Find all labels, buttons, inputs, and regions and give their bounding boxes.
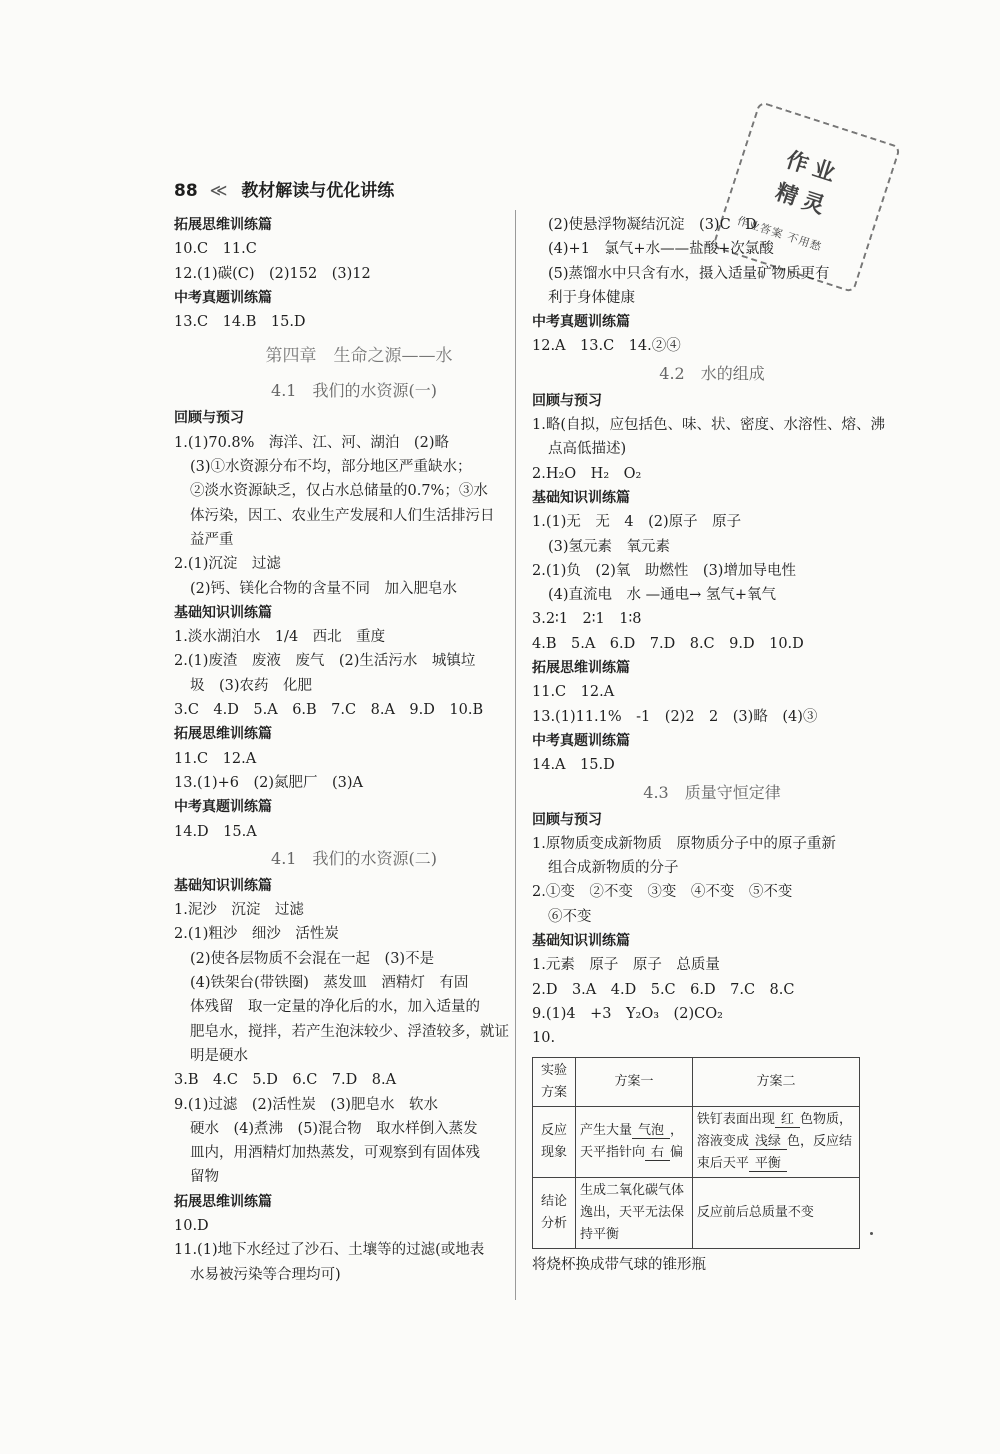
answer-line: 13.(1)11.1% -1 (2)2 2 (3)略 (4)③ <box>532 708 818 725</box>
answer-line: 11.(1)地下水经过了沙石、土壤等的过滤(或地表 <box>174 1242 485 1259</box>
cell-text: 铁钉表面出现 <box>696 1111 775 1127</box>
cell-text: 色，反应结束后天平 <box>696 1133 852 1171</box>
page-number: 88 <box>174 181 198 201</box>
left-column <box>174 213 509 1287</box>
answer-line: 12.(1)碳(C) (2)152 (3)12 <box>174 265 371 282</box>
answer-line: 体污染，因工、农业生产发展和人们生活排污日 <box>190 507 495 524</box>
answer-line: 2.D 3.A 4.D 5.C 6.D 7.C 8.C <box>532 981 795 998</box>
answer-line: 1.泥沙 沉淀 过滤 <box>174 902 304 919</box>
answer-line: 水易被污染等合理均可) <box>190 1266 341 1283</box>
section-title: 中考真题训练篇 <box>532 314 630 331</box>
section-title: 基础知识训练篇 <box>532 933 630 950</box>
table-header-cell: 实验方案 <box>533 1057 576 1106</box>
filled-blank: 平衡 <box>749 1156 787 1172</box>
section-title: 拓展思维训练篇 <box>174 1193 272 1210</box>
table-cell: 生成二氧化碳气体逸出，天平无法保持平衡 <box>576 1177 693 1248</box>
section-title: 回顾与预习 <box>174 410 244 427</box>
answer-line: 11.C 12.A <box>532 684 615 701</box>
answer-line: (2)钙、镁化合物的含量不同 加入肥皂水 <box>190 580 458 597</box>
section-title: 拓展思维训练篇 <box>174 726 272 743</box>
answer-line: (2)使悬浮物凝结沉淀 (3)C D <box>548 217 757 233</box>
cell-text: 偏 <box>670 1144 684 1160</box>
answer-line: 体残留 取一定量的净化后的水，加入适量的 <box>190 999 480 1016</box>
book-title: 教材解读与优化讲练 <box>241 181 395 201</box>
answer-line: (4)直流电 水 —通电→ 氢气+氧气 <box>548 587 777 604</box>
answer-line: 14.A 15.D <box>532 757 615 774</box>
answer-line: 圾 (3)农药 化肥 <box>190 677 313 694</box>
filled-blank: 气泡 <box>632 1123 670 1139</box>
section-title: 基础知识训练篇 <box>532 489 630 506</box>
answer-line: (3)①水资源分布不均，部分地区严重缺水； <box>190 459 472 476</box>
table-row-header: 反应现象 <box>533 1106 576 1177</box>
answer-line: 2.(1)沉淀 过滤 <box>174 556 281 573</box>
cell-text: 色物质，溶液变成 <box>696 1111 852 1149</box>
cell-text: 产生大量 <box>580 1122 633 1138</box>
cell-text: ，天平指针向 <box>580 1122 684 1160</box>
answer-line: 2.(1)负 (2)氧 助燃性 (3)增加导电性 <box>532 562 796 579</box>
answer-line: 3.B 4.C 5.D 6.C 7.D 8.A <box>174 1072 397 1089</box>
page-header <box>174 176 394 201</box>
chapter-title: 第四章 生命之源——水 <box>265 346 453 367</box>
table-row <box>533 1177 860 1248</box>
table-header-cell: 方案二 <box>692 1057 859 1106</box>
answer-line: 将烧杯换成带气球的锥形瓶 <box>532 1256 706 1273</box>
answer-line: 2.(1)粗沙 细沙 活性炭 <box>174 926 339 943</box>
section-title: 中考真题训练篇 <box>174 799 272 816</box>
answer-line: 2.(1)废渣 废液 废气 (2)生活污水 城镇垃 <box>174 653 476 670</box>
table-cell: 反应前后总质量不变 <box>692 1177 859 1248</box>
answer-line: 14.D 15.A <box>174 823 257 840</box>
answer-line: 10.C 11.C <box>174 241 257 258</box>
answer-line: 10. <box>532 1030 556 1047</box>
answer-line: 1.淡水湖泊水 1/4 西北 重度 <box>174 629 386 646</box>
answer-line: 9.(1)过滤 (2)活性炭 (3)肥皂水 软水 <box>174 1096 438 1113</box>
answer-line: 2.①变 ②不变 ③变 ④不变 ⑤不变 <box>532 884 793 901</box>
answer-line: 9.(1)4 +3 Y₂O₃ (2)CO₂ <box>532 1005 723 1022</box>
section-title: 中考真题训练篇 <box>174 289 272 306</box>
answer-line: 益严重 <box>190 531 234 548</box>
filled-blank: 浅绿 <box>749 1134 787 1150</box>
answer-line: 皿内，用酒精灯加热蒸发，可观察到有固体残 <box>190 1145 480 1162</box>
lesson-heading: 4.2 水的组成 <box>659 363 765 383</box>
table-cell <box>692 1106 859 1177</box>
section-title: 拓展思维训练篇 <box>532 660 630 677</box>
stamp-line-2: 精灵 <box>772 179 834 222</box>
answer-line: (4)铁架台(带铁圈) 蒸发皿 酒精灯 有固 <box>190 975 469 992</box>
answer-line: 3.C 4.D 5.A 6.B 7.C 8.A 9.D 10.B <box>174 702 484 719</box>
filled-blank: 右 <box>645 1145 670 1161</box>
table-cell <box>576 1106 693 1177</box>
answer-line: 3.2∶1 2∶1 1∶8 <box>532 611 642 628</box>
answer-line: 2.H₂O H₂ O₂ <box>532 465 642 482</box>
answer-line: 组合成新物质的分子 <box>548 860 679 877</box>
answer-line: 点高低描述) <box>548 441 627 458</box>
answer-line: 13.(1)+6 (2)氮肥厂 (3)A <box>174 774 364 791</box>
double-arrow-icon: ≪ <box>209 181 228 201</box>
lesson-heading: 4.1 我们的水资源(一) <box>271 381 437 401</box>
answer-line: 4.B 5.A 6.D 7.D 8.C 9.D 10.D <box>532 635 804 652</box>
table-row-header: 结论分析 <box>533 1177 576 1248</box>
answer-line: 1.(1)70.8% 海洋、江、河、湖泊 (2)略 <box>174 434 449 451</box>
right-column <box>532 213 885 1277</box>
section-title: 回顾与预习 <box>532 392 602 409</box>
lesson-heading: 4.3 质量守恒定律 <box>643 782 781 802</box>
lesson-heading: 4.1 我们的水资源(二) <box>271 848 437 868</box>
answer-line: 10.D <box>174 1217 209 1234</box>
table-header-cell: 方案一 <box>576 1057 693 1106</box>
answer-line: 明是硬水 <box>190 1047 248 1064</box>
answer-line: 13.C 14.B 15.D <box>174 314 306 331</box>
section-title: 中考真题训练篇 <box>532 732 630 749</box>
section-title: 回顾与预习 <box>532 811 602 828</box>
answer-line: 12.A 13.C 14.②④ <box>532 338 681 355</box>
ink-dot <box>870 1232 873 1235</box>
answer-line: 1.略(自拟，应包括色、味、状、密度、水溶性、熔、沸 <box>532 417 885 434</box>
answer-line: (2)使各层物质不会混在一起 (3)不是 <box>190 950 435 967</box>
answer-line: ②淡水资源缺乏，仅占水总储量的0.7%；③水 <box>190 483 488 500</box>
answer-line: 1.原物质变成新物质 原物质分子中的原子重新 <box>532 835 836 852</box>
section-title: 基础知识训练篇 <box>174 604 272 621</box>
answer-line: 1.(1)无 无 4 (2)原子 原子 <box>532 514 742 531</box>
answer-line: 硬水 (4)煮沸 (5)混合物 取水样倒入蒸发 <box>190 1120 478 1137</box>
table-row <box>533 1106 860 1177</box>
stamp-line-3: 作业答案 不用愁 <box>735 214 824 254</box>
answer-line: ⑥不变 <box>548 908 592 925</box>
answer-line: (3)氢元素 氧元素 <box>548 538 671 555</box>
table-row <box>533 1057 860 1106</box>
answer-line: (5)蒸馏水中只含有水，摄入适量矿物质更有 <box>548 265 830 282</box>
filled-blank: 红 <box>775 1112 800 1128</box>
answer-line: 肥皂水，搅拌，若产生泡沫较少、浮渣较多，就证 <box>190 1023 509 1040</box>
answer-line: 1.元素 原子 原子 总质量 <box>532 957 720 974</box>
experiment-table <box>532 1057 860 1249</box>
section-title: 拓展思维训练篇 <box>174 217 272 233</box>
column-divider <box>515 210 516 1300</box>
answer-line: 11.C 12.A <box>174 750 257 767</box>
section-title: 基础知识训练篇 <box>174 877 272 894</box>
answer-line: (4)+1 氯气+水——盐酸+次氯酸 <box>548 241 774 258</box>
stamp-line-1: 作业 <box>782 147 844 189</box>
answer-line: 利于身体健康 <box>548 289 635 306</box>
answer-line: 留物 <box>190 1169 219 1186</box>
